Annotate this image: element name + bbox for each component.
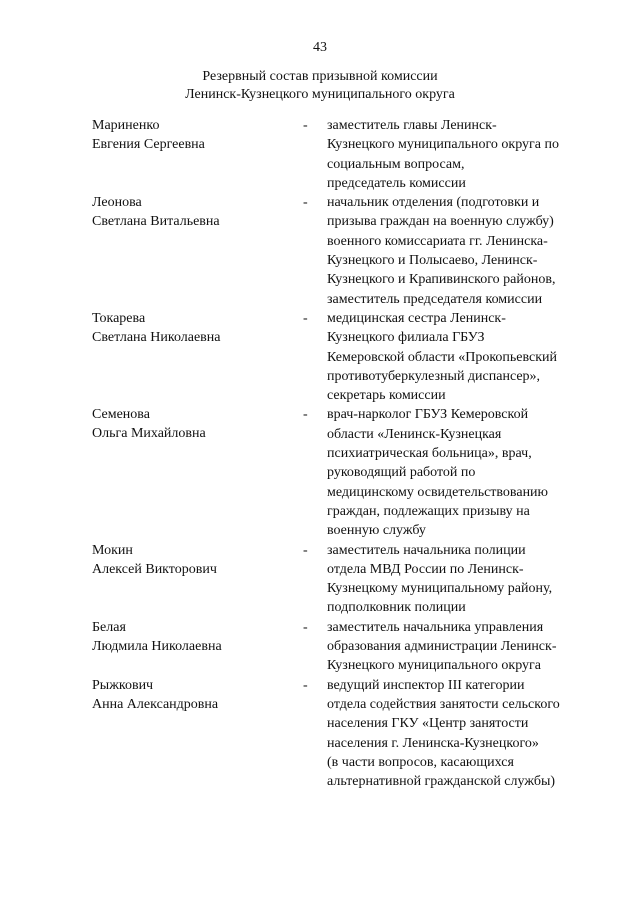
- member-role-line: социальным вопросам,: [327, 156, 465, 172]
- member-given-names: Людмила Николаевна: [92, 638, 222, 654]
- member-dash: -: [303, 310, 308, 326]
- member-role: [327, 309, 589, 405]
- member-role: [327, 676, 589, 792]
- member-role-line: призыва граждан на военную службу): [327, 214, 554, 230]
- member-given-names: Светлана Николаевна: [92, 329, 221, 345]
- member-entry: [0, 405, 640, 540]
- member-surname: Леонова: [92, 195, 142, 211]
- member-dash: -: [303, 677, 308, 693]
- member-role-line: заместитель начальника управления: [327, 619, 544, 635]
- member-entry: [0, 309, 640, 405]
- member-surname: Мокин: [92, 542, 133, 558]
- member-name: [92, 541, 292, 579]
- member-entry: [0, 618, 640, 676]
- member-dash: -: [303, 542, 308, 558]
- member-role-line: руководящий работой по: [327, 465, 476, 481]
- member-role-line: военного комиссариата гг. Ленинска-: [327, 233, 548, 249]
- member-role-line: Кузнецкому муниципальному району,: [327, 581, 553, 597]
- member-role-line: (в части вопросов, касающихся: [327, 754, 514, 770]
- member-entry: [0, 193, 640, 309]
- member-role: [327, 541, 589, 618]
- title-line-1: Резервный состав призывной комиссии: [202, 69, 438, 84]
- member-entry: [0, 676, 640, 792]
- member-role: [327, 116, 589, 193]
- member-role-line: психиатрическая больница», врач,: [327, 446, 532, 462]
- member-surname: Белая: [92, 619, 126, 635]
- member-role-line: начальник отделения (подготовки и: [327, 195, 540, 211]
- member-name: [92, 676, 292, 714]
- member-role-line: отдела содействия занятости сельского: [327, 696, 560, 712]
- member-role-line: заместитель председателя комиссии: [327, 291, 543, 307]
- member-entry: [0, 116, 640, 193]
- member-role-line: населения ГКУ «Центр занятости: [327, 716, 529, 732]
- member-role-line: населения г. Ленинска-Кузнецкого»: [327, 735, 539, 751]
- member-role-line: заместитель главы Ленинск-: [327, 118, 497, 133]
- member-given-names: Светлана Витальевна: [92, 214, 220, 230]
- member-name: [92, 405, 292, 443]
- member-role-line: врач-нарколог ГБУЗ Кемеровской: [327, 407, 529, 423]
- member-name: [92, 193, 292, 231]
- member-surname: Мариненко: [92, 118, 160, 133]
- member-entry: [0, 541, 640, 618]
- member-role-line: противотуберкулезный диспансер»,: [327, 368, 541, 384]
- member-surname: Токарева: [92, 310, 146, 326]
- member-given-names: Анна Александровна: [92, 696, 219, 712]
- member-name: [92, 116, 292, 154]
- member-role-line: председатель комиссии: [327, 175, 466, 191]
- member-role-line: медицинская сестра Ленинск-: [327, 310, 506, 326]
- member-role-line: ведущий инспектор III категории: [327, 677, 525, 693]
- member-surname: Рыжкович: [92, 677, 154, 693]
- member-role-line: Кузнецкого муниципального округа по: [327, 137, 559, 153]
- member-role-line: отдела МВД России по Ленинск-: [327, 561, 524, 577]
- members-list: [0, 116, 640, 791]
- member-surname: Семенова: [92, 407, 150, 423]
- member-dash: -: [303, 619, 308, 635]
- member-role-line: граждан, подлежащих призыву на: [327, 503, 530, 519]
- member-role-line: секретарь комиссии: [327, 388, 446, 404]
- member-role-line: военную службу: [327, 523, 426, 539]
- member-role-line: подполковник полиции: [327, 600, 466, 616]
- member-role-line: образования администрации Ленинск-: [327, 639, 557, 655]
- member-role-line: Кузнецкого и Крапивинского районов,: [327, 272, 556, 288]
- page-number: 43: [313, 40, 327, 55]
- member-role-line: медицинскому освидетельствованию: [327, 484, 549, 500]
- member-role: [327, 405, 589, 540]
- member-role-line: области «Ленинск-Кузнецкая: [327, 426, 502, 442]
- member-role-line: Кузнецкого филиала ГБУЗ: [327, 330, 485, 346]
- member-name: [92, 618, 292, 656]
- member-role-line: Кузнецкого и Полысаево, Ленинск-: [327, 253, 538, 269]
- member-role: [327, 193, 589, 309]
- document-title: [0, 68, 640, 104]
- member-given-names: Алексей Викторович: [92, 561, 217, 577]
- member-role-line: Кузнецкого муниципального округа: [327, 658, 541, 674]
- member-given-names: Евгения Сергеевна: [92, 137, 205, 152]
- member-role: [327, 618, 589, 676]
- member-dash: -: [303, 195, 308, 211]
- member-role-line: альтернативной гражданской службы): [327, 774, 556, 790]
- member-role-line: Кемеровской области «Прокопьевский: [327, 349, 558, 365]
- title-line-2: Ленинск-Кузнецкого муниципального округа: [185, 87, 455, 102]
- member-dash: -: [303, 118, 308, 133]
- member-given-names: Ольга Михайловна: [92, 426, 206, 442]
- member-dash: -: [303, 407, 308, 423]
- member-role-line: заместитель начальника полиции: [327, 542, 526, 558]
- member-name: [92, 309, 292, 347]
